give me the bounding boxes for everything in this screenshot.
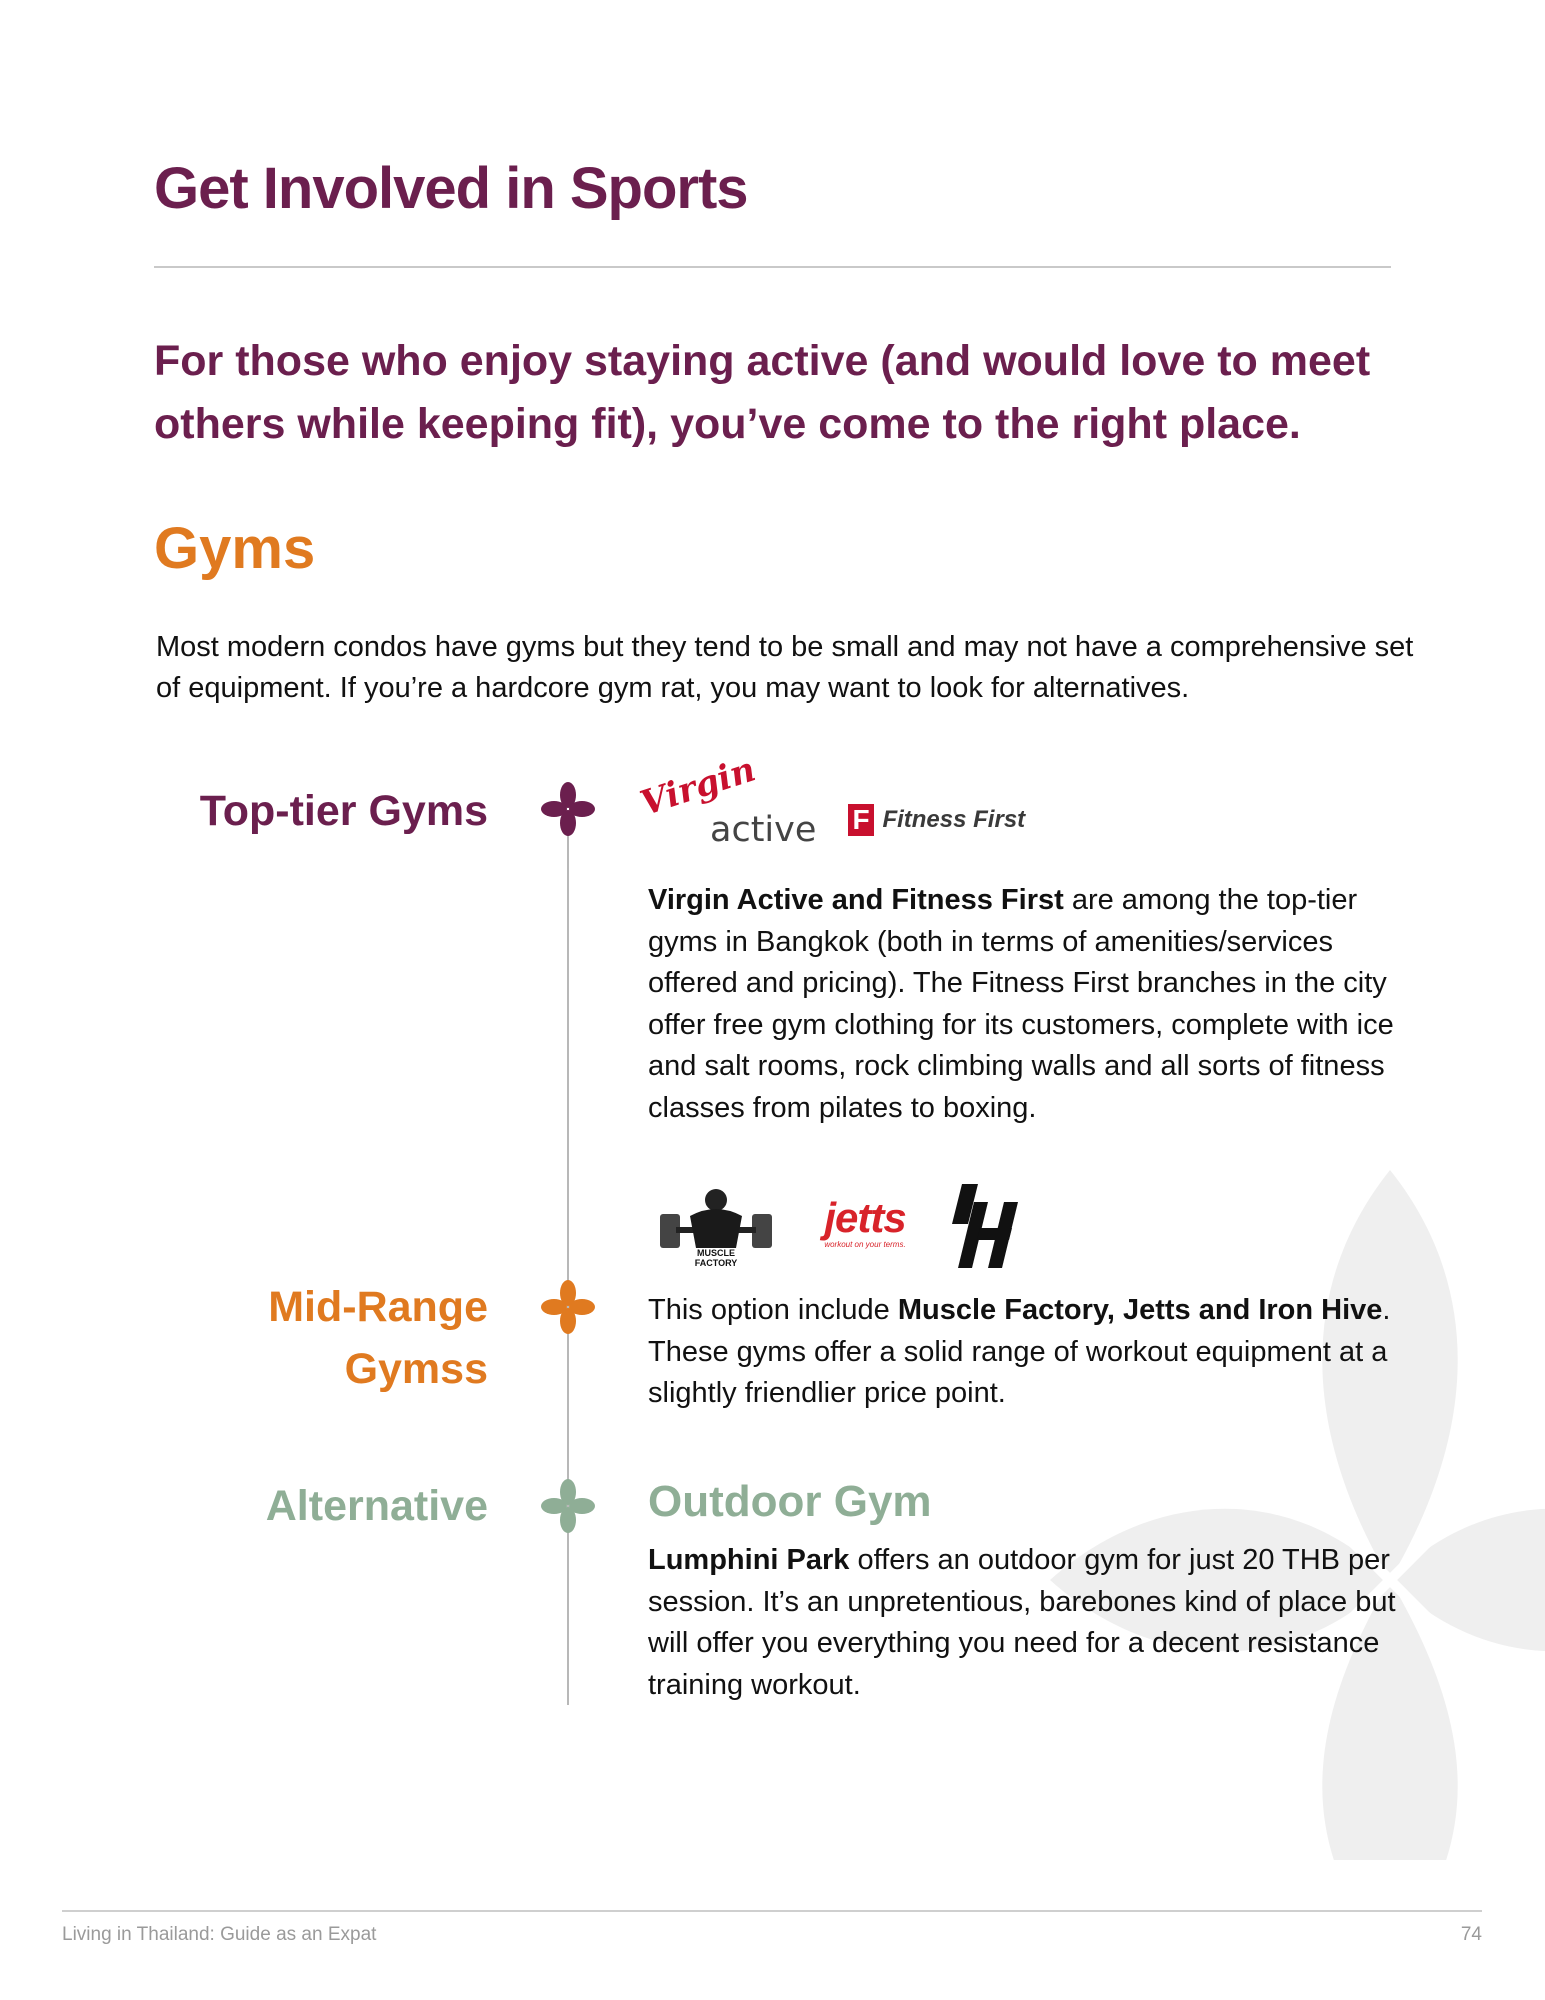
- alternative-text: offers an outdoor gym for just 20 THB per session. It’s an unpretentious, barebones kind of place but will offer you everything you need for a decent resistance training workout.: [648, 1544, 1396, 1701]
- jetts-wordmark: jetts: [824, 1194, 906, 1241]
- label-mid-range-gyms: [268, 1276, 488, 1400]
- muscle-factory-logo: [656, 1182, 776, 1270]
- iron-hive-emblem: [952, 1184, 1032, 1270]
- active-logo-word: active: [710, 810, 817, 850]
- mid-range-description: [648, 1290, 1408, 1415]
- fitness-first-wordmark: Fitness First: [882, 806, 1026, 833]
- flower-marker-icon: [541, 1280, 595, 1334]
- muscle-factory-caption: MUSCLE FACTORY: [682, 1248, 750, 1268]
- timeline-line: [567, 810, 569, 1705]
- mid-range-text: . These gyms offer a solid range of workout equipment at a slightly friendlier price point.: [648, 1294, 1391, 1410]
- flower-marker-icon: [541, 782, 595, 836]
- top-tier-gym-names: Virgin Active and Fitness First: [648, 884, 1064, 916]
- iron-hive-logo: [952, 1184, 1032, 1270]
- top-tier-description: [648, 880, 1408, 1130]
- label-alternative: Alternative: [265, 1482, 488, 1530]
- title-divider: [154, 266, 1391, 268]
- jetts-tagline: workout on your terms.: [824, 1240, 906, 1249]
- lumphini-park-name: Lumphini Park: [648, 1544, 850, 1576]
- label-mid-range-line2: Gymss: [344, 1345, 488, 1393]
- mid-range-gym-names: Muscle Factory, Jetts and Iron Hive: [897, 1294, 1383, 1326]
- mid-range-text-intro: This option include: [648, 1294, 898, 1326]
- flower-marker-icon: [541, 1479, 595, 1533]
- alternative-description: [648, 1540, 1408, 1706]
- virgin-active-logo: [635, 749, 817, 860]
- label-mid-range-line1: Mid-Range: [268, 1283, 488, 1331]
- gyms-heading: Gyms: [154, 516, 316, 581]
- page-number: 74: [1460, 1924, 1482, 1945]
- watermark-flower-graphic: [1040, 1160, 1545, 1860]
- label-top-tier-gyms: Top-tier Gyms: [199, 787, 488, 835]
- top-tier-text: are among the top-tier gyms in Bangkok (both in terms of amenities/services offered and pricing). The Fitness First branches in the city offer free gym clothing for its customers, complete with ice and salt rooms, rock climbing walls and all sorts of fitness classes from pilates to boxing.: [648, 884, 1394, 1124]
- footer-document-title: Living in Thailand: Guide as an Expat: [62, 1924, 377, 1945]
- fitness-first-logo: [848, 804, 1025, 844]
- gyms-paragraph: Most modern condos have gyms but they tend to be small and may not have a comprehensive set of equipment. If you’re a hardcore gym rat, you may want to look for alternatives.: [156, 631, 1414, 704]
- jetts-logo: [810, 1196, 920, 1256]
- intro-statement: For those who enjoy staying active (and would love to meet others while keeping fit), you’ve come to the right place.: [154, 337, 1371, 448]
- footer-divider: [62, 1910, 1482, 1912]
- virgin-logo-script: Virgin: [635, 749, 761, 824]
- fitness-first-icon: F: [848, 804, 874, 836]
- page-title: Get Involved in Sports: [154, 156, 748, 221]
- outdoor-gym-heading: Outdoor Gym: [648, 1477, 932, 1526]
